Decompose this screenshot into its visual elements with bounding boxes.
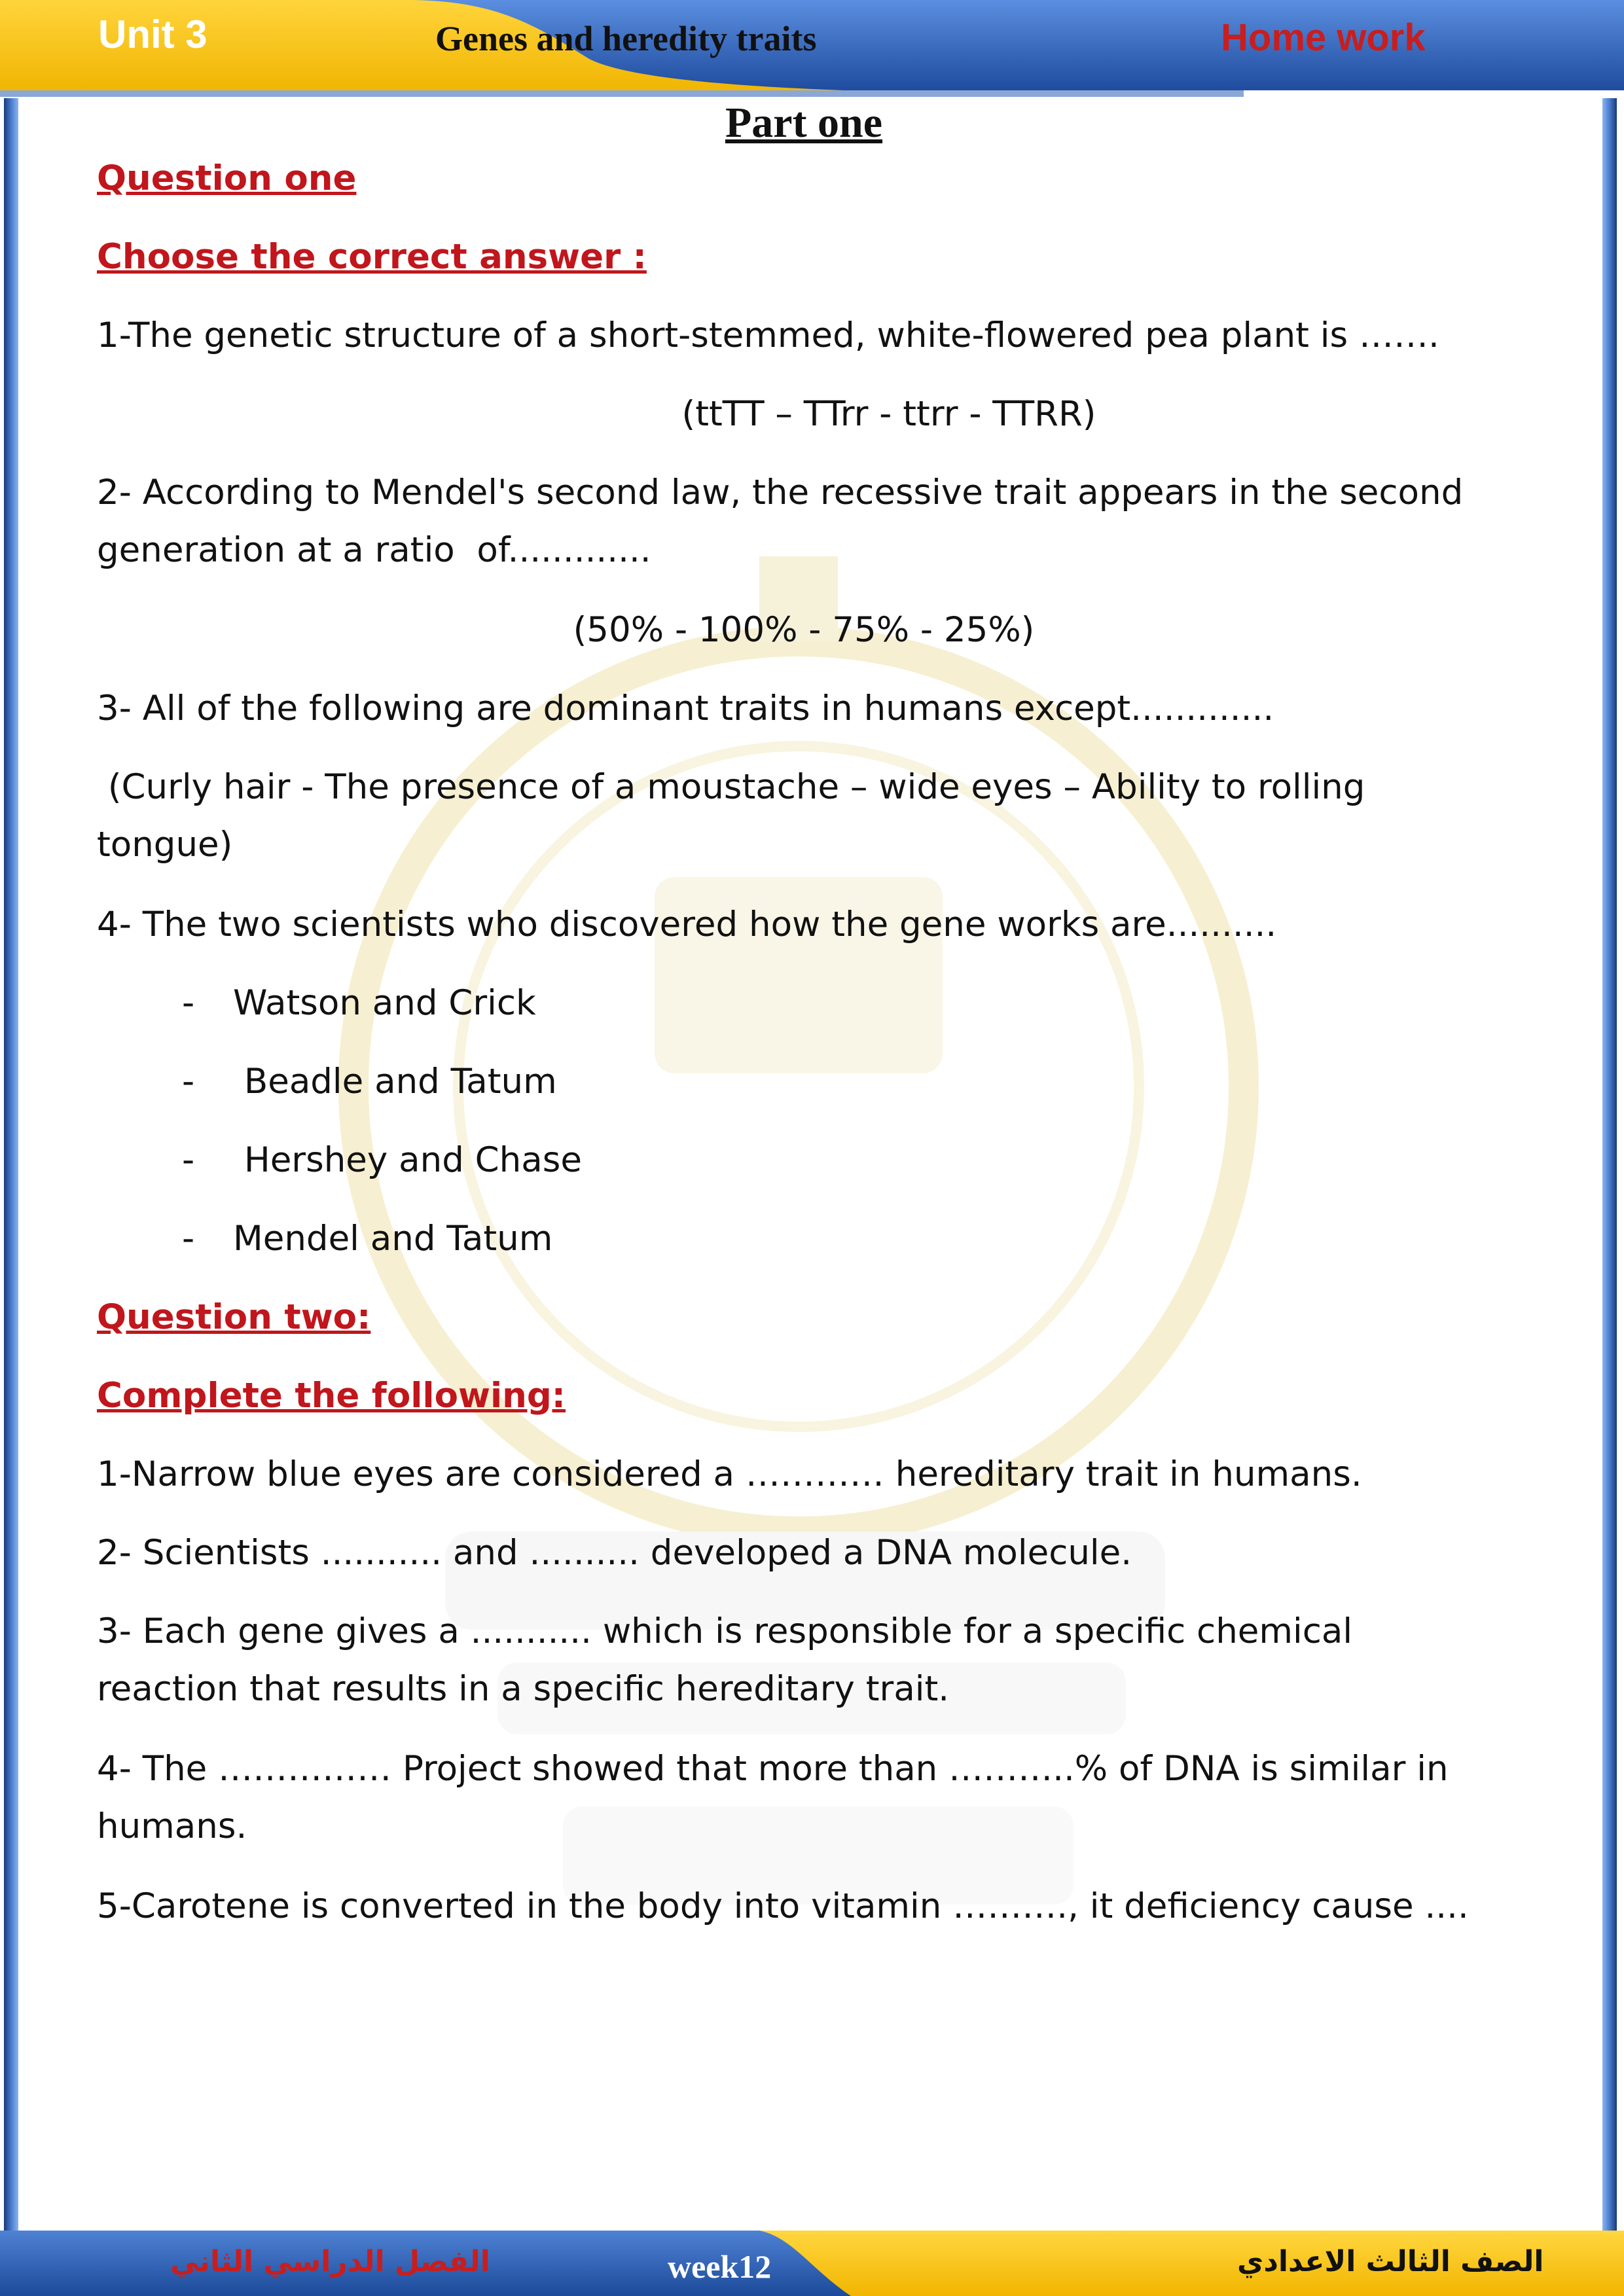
q4-option-label: Watson and Crick — [233, 983, 536, 1023]
left-page-border — [4, 98, 18, 2238]
question-two-instruction: Complete the following: — [97, 1376, 566, 1416]
question-one-instruction: Choose the correct answer : — [97, 237, 647, 277]
q2-item-3-cont: reaction that results in a specific hereditary trait. — [97, 1669, 950, 1709]
page-header — [0, 0, 1624, 98]
header-title: Genes and heredity traits — [435, 19, 817, 58]
week-label: week12 — [668, 2248, 772, 2285]
homework-label: Home work — [1221, 16, 1426, 59]
q2-item-4-cont: humans. — [97, 1806, 247, 1846]
q2-choices: (50% - 100% - 75% - 25%) — [573, 610, 1035, 650]
q4-option — [182, 1210, 552, 1268]
term-label: الفصل الدراسي الثاني — [170, 2245, 490, 2278]
q3-choices-line1: (Curly hair - The presence of a moustache – wide eyes – Ability to rolling — [97, 767, 1365, 807]
question-one-heading: Question one — [97, 158, 357, 198]
page-footer — [0, 2231, 1624, 2296]
option-dash: - — [182, 1062, 195, 1102]
grade-label: الصف الثالث الاعدادي — [1237, 2245, 1544, 2278]
q2-item-3: 3- Each gene gives a ........... which is responsible for a specific chemical — [97, 1611, 1353, 1651]
part-title: Part one — [725, 99, 883, 147]
question-two-heading: Question two: — [97, 1297, 371, 1337]
q4-option-label: Mendel and Tatum — [233, 1219, 553, 1259]
q2-item-4: 4- The …………… Project showed that more than ………..% of DNA is similar in — [97, 1749, 1449, 1789]
right-page-border — [1602, 98, 1617, 2238]
option-dash: - — [182, 983, 195, 1023]
q4-option — [182, 1052, 557, 1111]
q2-item-1: 1-Narrow blue eyes are considered a ………… hereditary trait in humans. — [97, 1454, 1362, 1494]
q3-choices-line2: tongue) — [97, 825, 233, 865]
q4-option-label: Beadle and Tatum — [233, 1062, 557, 1102]
q4-option-label: Hershey and Chase — [233, 1140, 582, 1180]
q4-option — [182, 1131, 582, 1190]
q2-line2: generation at a ratio of............. — [97, 530, 651, 570]
q4-option — [182, 974, 536, 1033]
q1-choices: (ttTT – TTrr - ttrr - TTRR) — [681, 394, 1096, 434]
q4-text: 4- The two scientists who discovered how the gene works are.......... — [97, 905, 1277, 944]
option-dash: - — [182, 1140, 195, 1180]
q2-item-5: 5-Carotene is converted in the body into vitamin ………., it deficiency cause .... — [97, 1886, 1469, 1926]
q3-text: 3- All of the following are dominant traits in humans except............. — [97, 689, 1274, 728]
q1-text: 1-The genetic structure of a short-stemmed, white-flowered pea plant is ……. — [97, 315, 1439, 355]
option-dash: - — [182, 1219, 195, 1259]
unit-label: Unit 3 — [98, 12, 208, 56]
q2-line1: 2- According to Mendel's second law, the recessive trait appears in the second — [97, 473, 1464, 512]
q2-item-2: 2- Scientists ........... and .......... developed a DNA molecule. — [97, 1533, 1132, 1573]
